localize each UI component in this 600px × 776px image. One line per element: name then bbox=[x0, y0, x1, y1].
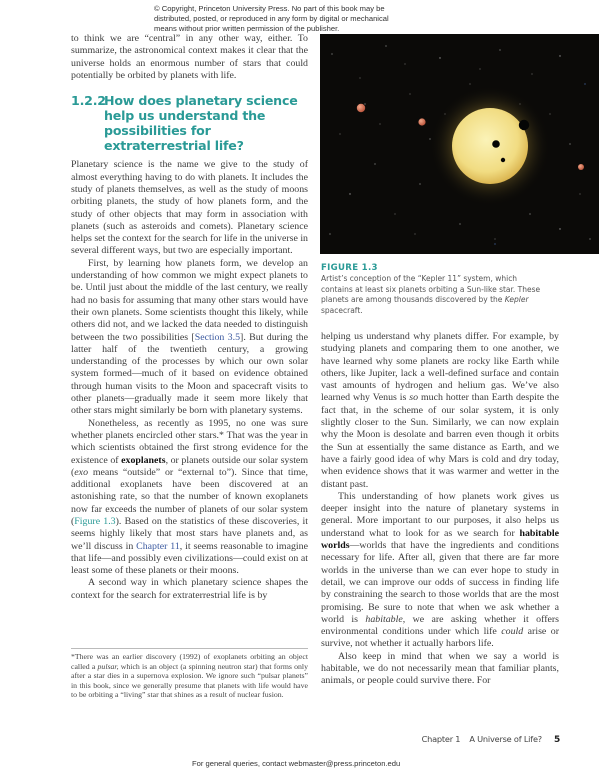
copyright-line-3: means without prior written permission of the publisher. bbox=[154, 24, 340, 33]
paragraph-7: Also keep in mind that when we say a world is habitable, we do not necessarily mean that familiar plants, animals, or people could survive there. For bbox=[321, 650, 559, 687]
text: Nonetheless, as recently as 1995, no one was sure whether planets encircled other stars.* That was the year in which scientists obtained the first strong evidence for the existence of bbox=[71, 417, 308, 466]
copyright-line-1: © Copyright, Princeton University Press. No part of this book may be bbox=[154, 4, 385, 13]
chapter-11-link[interactable]: Chapter 11 bbox=[136, 540, 180, 552]
text: means “outside” or “external to”). Since that time, additional exoplanets have been discovered at an astonishing rate, so that the number of known exoplanets now far exceeds the number of planets of our solar system ( bbox=[71, 466, 308, 527]
figure-caption bbox=[321, 274, 551, 316]
italic-could: could bbox=[501, 626, 524, 638]
text: This understanding of how planets work gives us deeper insight into the nature of planetary systems in general. More important to our purposes, it also helps us understand what to look for as we search for bbox=[321, 490, 559, 539]
paragraph-3 bbox=[71, 418, 308, 578]
left-column bbox=[71, 33, 308, 602]
footer-chapter: Chapter 1 bbox=[421, 734, 461, 744]
text: which is an object (a spinning neutron star) that forms only after a star dies in a supernova explosion. We ignore such “pulsar planets” in this book, since we generally presume that planets with life would have to be orbiting a “living” star that shines as a result of nuclear fusion. bbox=[71, 661, 308, 700]
planet-1 bbox=[357, 104, 365, 112]
text: *There was an earlier discovery (1992) of exoplanets orbiting an object called a bbox=[71, 652, 308, 671]
contact-notice: For general queries, contact webmaster@press.princeton.edu bbox=[192, 759, 401, 768]
kepler-11-illustration bbox=[320, 34, 599, 254]
text: helping us understand why planets differ. For example, by studying planets and comparing them to one another, we have learned why some planets are rocky like Earth while others, like Jupiter, lack a well-defined surface and contain vast amounts of hydrogen and helium gas. We’ve also learned why Venus is bbox=[321, 331, 559, 404]
section-3-5-link[interactable]: Section 3.5 bbox=[194, 331, 241, 343]
intro-paragraph: to think we are “central” in any other way, either. To summarize, the astronomical context makes it clear that the universe holds an enormous number of stars that could potentially be orbited by planets with life. bbox=[71, 33, 308, 81]
text: we are asking whether it offers environmental conditions under which life bbox=[321, 613, 560, 638]
paragraph-2 bbox=[71, 258, 308, 418]
running-footer bbox=[390, 734, 560, 745]
footnote-divider bbox=[71, 648, 308, 649]
figure-1-3-link[interactable]: Figure 1.3 bbox=[74, 515, 116, 527]
text: ]. But during the latter half of the twentieth century, a growing understanding of the processes by which our own solar system formed—much of it based on evidence obtained through human visits to the Moon and spacecraft visits to other planets—gradually made it seem more likely that other stars might similarly be born with planetary systems. bbox=[71, 331, 308, 417]
host-star bbox=[452, 108, 528, 184]
text: , it seems reasonable to imagine that life—and possibly even civilizations—could exist on at least some of these planets or their moons. bbox=[71, 540, 308, 577]
section-number: 1.2.2 bbox=[71, 93, 106, 109]
italic-habitable: habitable, bbox=[365, 613, 406, 625]
text: arise or survive, not whether it actually harbors life. bbox=[321, 626, 559, 650]
kepler-11-system-image bbox=[320, 34, 599, 254]
paragraph-6 bbox=[321, 491, 559, 651]
key-term-exoplanets: exoplanets bbox=[121, 454, 166, 466]
text: Artist’s conception of the “Kepler 11” system, which contains at least six planets orbiting a Sun-like star. These planets are among thousands discovered by the bbox=[321, 274, 541, 305]
copyright-line-2: distributed, posted, or reproduced in any form by digital or mechanical bbox=[154, 14, 389, 23]
section-heading bbox=[71, 94, 308, 153]
planet-2 bbox=[418, 118, 425, 125]
italic-exo: exo bbox=[74, 466, 89, 478]
planet-3 bbox=[578, 164, 584, 170]
text: much hotter than Earth despite the fact that, in the scheme of our solar system, it is only slightly closer to the Sun. Similarly, we can now explain why the Moon is desolate and barren even though it orbits the Sun at essentially the same distance as Earth, and we have a fairly good idea of why Mars is cold and dry today, when evidence shows that it was warmer and wetter in the distant past. bbox=[321, 392, 559, 490]
italic-pulsar: pulsar, bbox=[97, 661, 119, 671]
text: ). Based on the statistics of these discoveries, it seems highly likely that most stars have planets and, as we’ll discuss in bbox=[71, 515, 308, 552]
footnote bbox=[71, 652, 308, 700]
text: —worlds that have the ingredients and conditions necessary for life. After all, given that there are far more worlds in the universe than we can ever hope to study in detail, we can improve our odds of success in finding life by constraining the search to those worlds that are the most promising. Be sure to note that when we ask whether a world is bbox=[321, 540, 559, 625]
transiting-planet-1 bbox=[519, 120, 529, 130]
paragraph-4: A second way in which planetary science shapes the context for the search for extraterrestrial life is by bbox=[71, 577, 308, 601]
paragraph-1: Planetary science is the name we give to the study of almost everything having to do with planets. It includes the study of planets themselves, as well as the study of moons orbiting planets, the study of how planets form, and the study of other objects that may form in association with planets (such as asteroids and comets). Planetary science helps set the context for the search for life in the universe in several different ways, but two are especially important. bbox=[71, 159, 308, 257]
copyright-notice bbox=[154, 4, 424, 34]
section-title: How does planetary science help us understand the possibilities for extraterrestrial life? bbox=[104, 93, 298, 153]
footer-chapter-title: A Universe of Life? bbox=[469, 734, 542, 744]
transiting-planet-2 bbox=[492, 140, 500, 148]
figure-label: FIGURE 1.3 bbox=[321, 263, 378, 273]
italic-so: so bbox=[409, 392, 419, 404]
text: , or planets outside our solar system ( bbox=[71, 454, 309, 478]
italic-kepler: Kepler bbox=[504, 295, 529, 305]
right-column bbox=[321, 331, 559, 688]
page-number: 5 bbox=[553, 735, 560, 745]
text: spacecraft. bbox=[321, 305, 363, 315]
transiting-planet-3 bbox=[501, 158, 505, 162]
text: First, by learning how planets form, we develop an understanding of how common we might expect planets to be. Until just about the middle of the last century, we really had no basis for assuming that many other stars would have their own planets. Some scientists thought this likely, while others did not, and we lacked the data needed to distinguish between the two possibilities [ bbox=[71, 257, 308, 343]
key-term-habitable-worlds: habitable worlds bbox=[321, 527, 559, 552]
paragraph-5 bbox=[321, 331, 559, 491]
